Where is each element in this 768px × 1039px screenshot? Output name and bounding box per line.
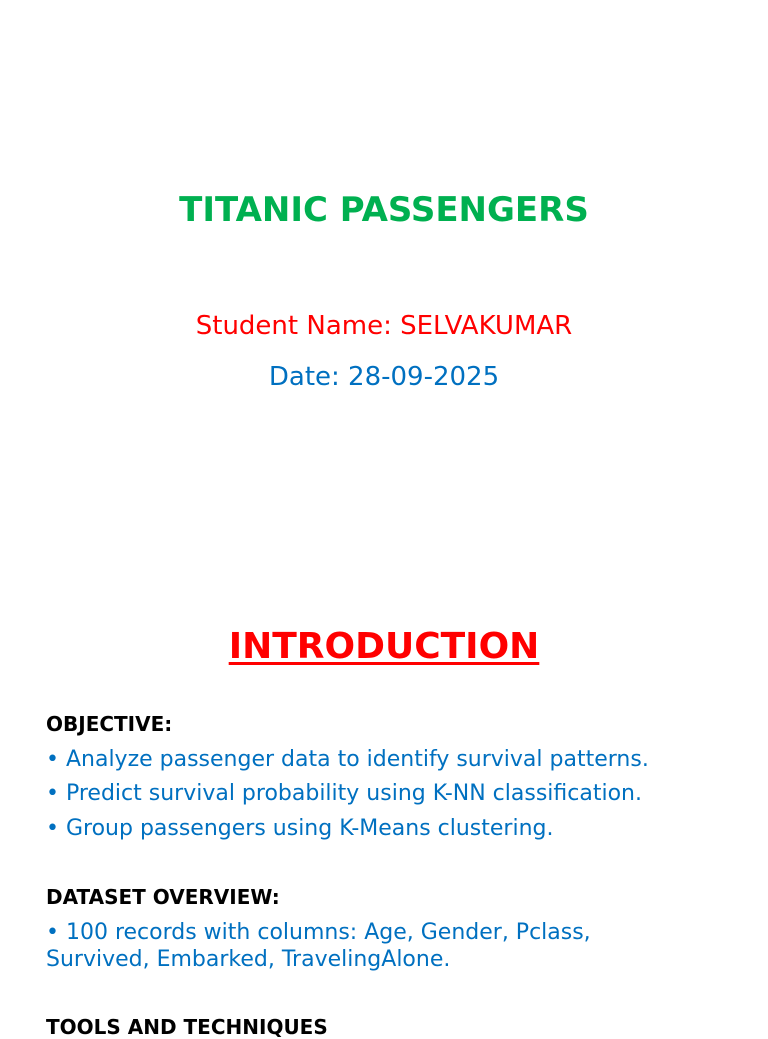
- introduction-heading: INTRODUCTION: [228, 626, 540, 667]
- tools-heading: TOOLS AND TECHNIQUES: [46, 1015, 328, 1039]
- objective-bullet: • Predict survival probability using K-NN classification.: [46, 781, 642, 806]
- objective-bullet: • Group passengers using K-Means clustering.: [46, 816, 554, 841]
- objective-heading: OBJECTIVE:: [46, 712, 173, 736]
- student-name: Student Name: SELVAKUMAR: [195, 311, 573, 341]
- introduction-slide: [0, 576, 768, 1039]
- dataset-overview-heading: DATASET OVERVIEW:: [46, 885, 280, 909]
- slide-title: TITANIC PASSENGERS: [179, 190, 589, 230]
- objective-bullet: • Analyze passenger data to identify survival patterns.: [46, 747, 649, 772]
- presentation-date: Date: 28-09-2025: [268, 362, 500, 392]
- dataset-bullet: • 100 records with columns: Age, Gender, Pclass, Survived, Embarked, TravelingAlone.: [46, 920, 591, 972]
